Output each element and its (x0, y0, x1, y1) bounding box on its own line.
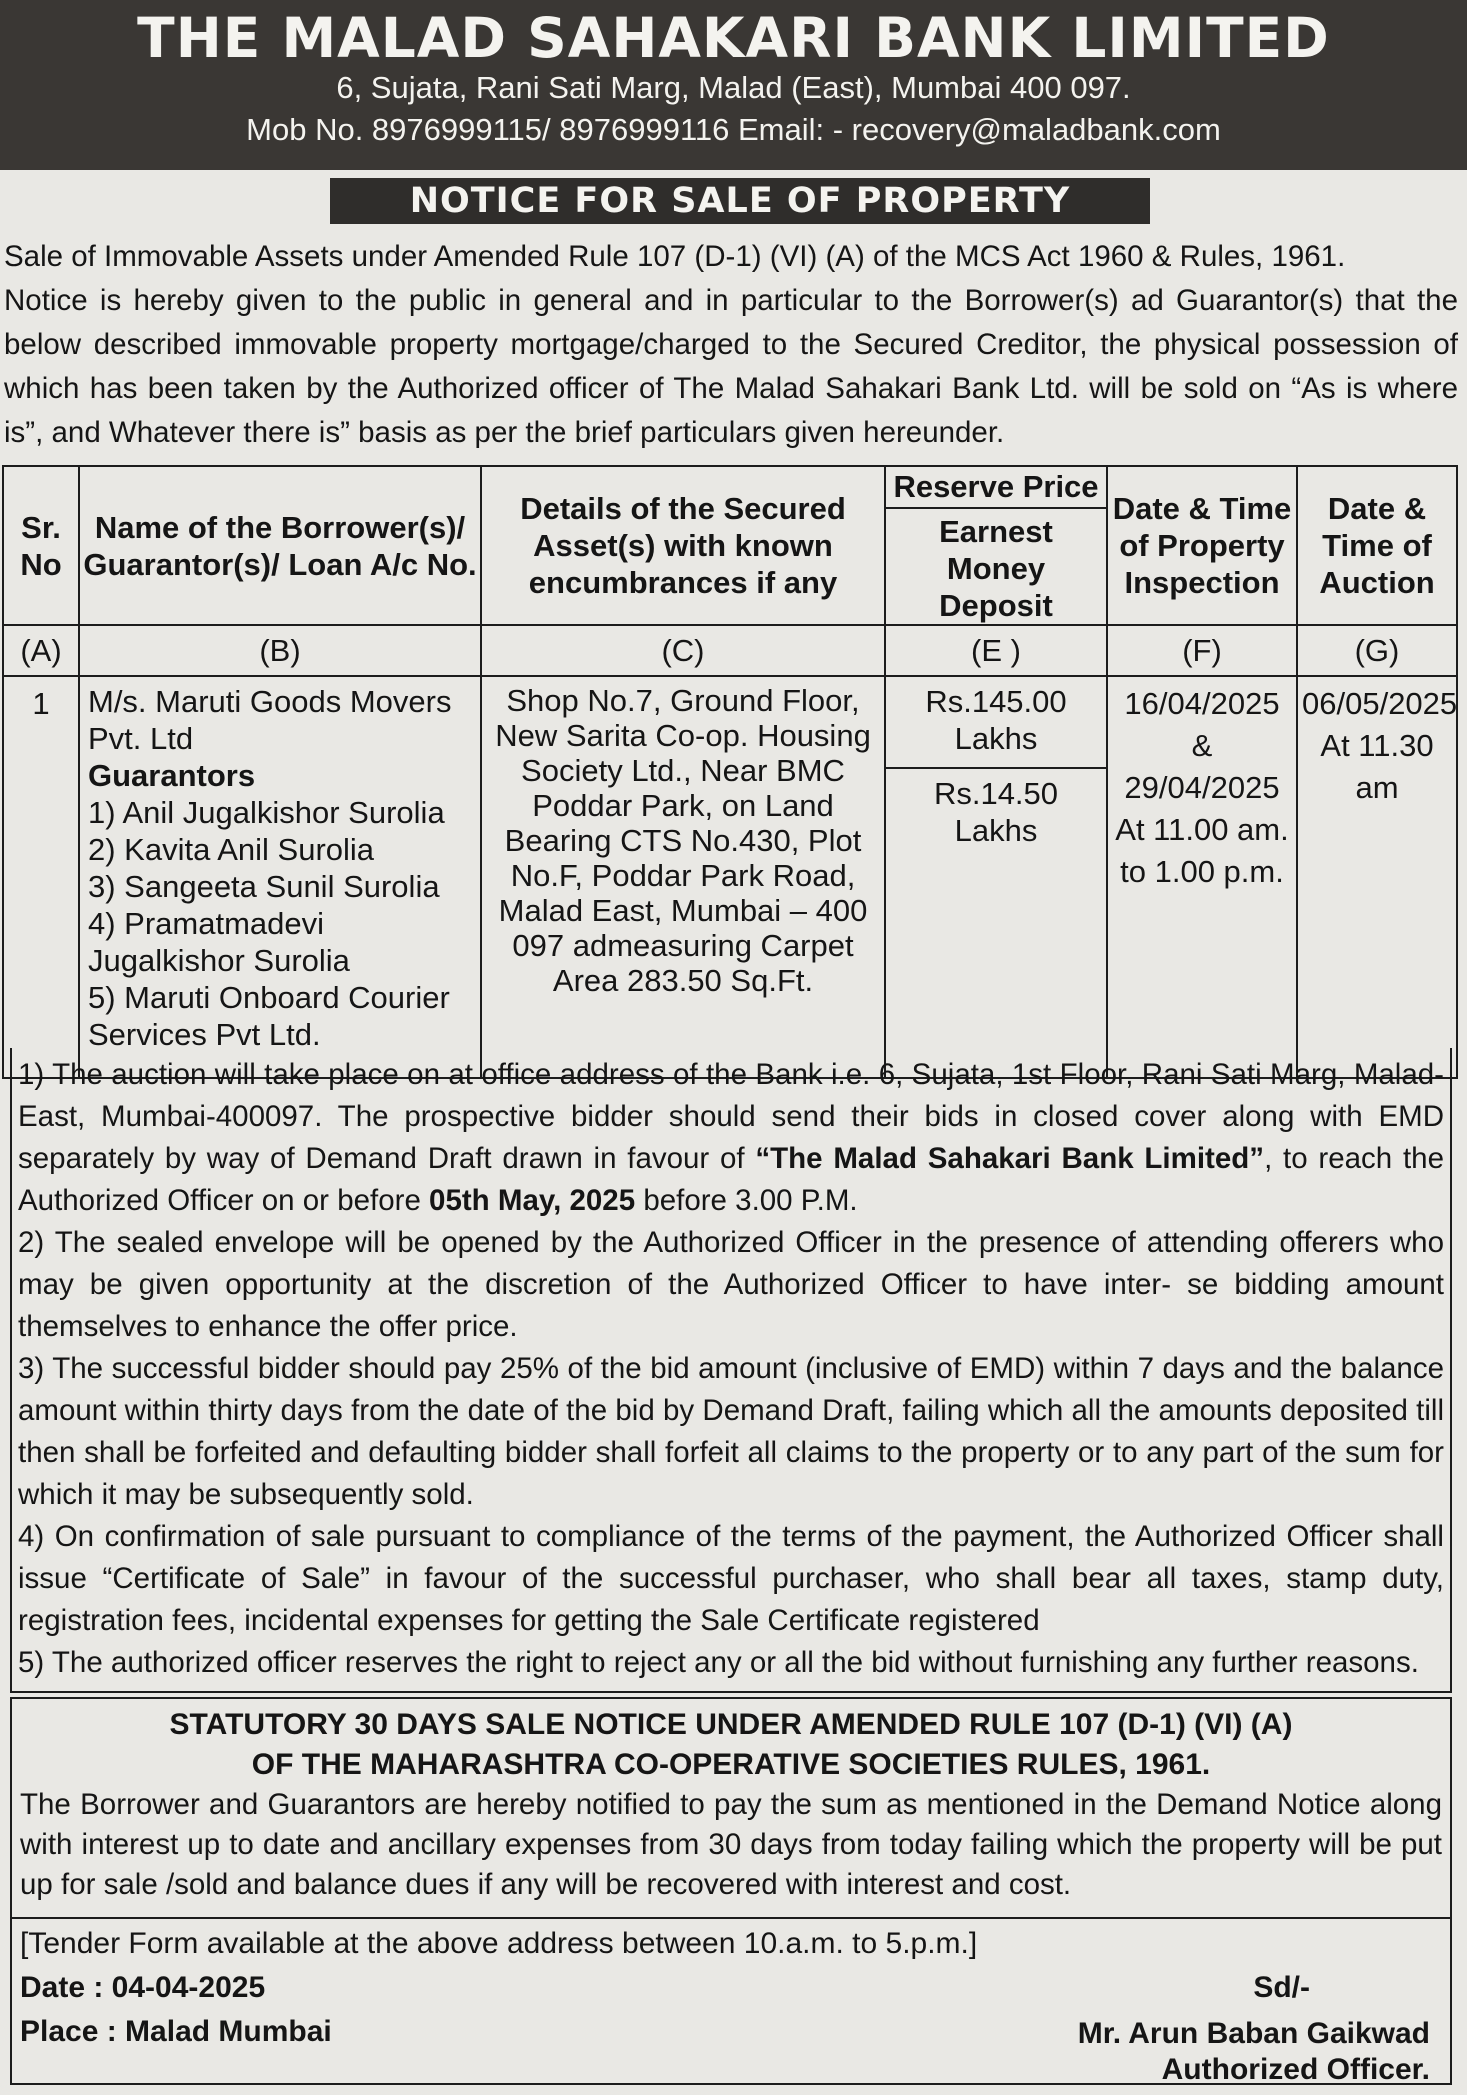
statutory-notice (10, 1697, 1452, 1919)
term-1-text-c: before 3.00 P.M. (635, 1184, 858, 1217)
guarantor-item: 5) Maruti Onboard Courier Services Pvt Ltd. (88, 980, 450, 1052)
letter-f: (F) (1107, 625, 1297, 676)
property-table (2, 465, 1458, 1079)
cell-inspection: 16/04/2025 & 29/04/2025 At 11.00 am. to 1.00 p.m. (1107, 676, 1297, 1078)
earnest-money-value: Rs.14.50 Lakhs (886, 767, 1106, 849)
header-sr-no: Sr. No (3, 466, 79, 625)
cell-price (885, 676, 1107, 1078)
term-1-text: 1) The auction will take place on at office address of the Bank i.e. 6, Sujata, 1st Floor, Rani Sati Marg, Malad-East, Mumbai-400097. The prospective bidder should send their bids in closed cover along with EMD separately by way of Demand Draft drawn in favour of (18, 1058, 1444, 1175)
term-1-text-b: , to reach the Authorized Officer on or before (18, 1142, 1444, 1217)
letter-c: (C) (481, 625, 885, 676)
letter-g: (G) (1297, 625, 1457, 676)
tender-form-note: [Tender Form available at the above address between 10.a.m. to 5.p.m.] (20, 1927, 978, 1960)
header-borrower: Name of the Borrower(s)/ Guarantor(s)/ Loan A/c No. (79, 466, 481, 625)
letter-e: (E ) (885, 625, 1107, 676)
letter-a: (A) (3, 625, 79, 676)
header-reserve-price: Reserve Price (886, 467, 1106, 509)
intro-text (4, 235, 1458, 455)
intro-paragraph: Notice is hereby given to the public in general and in particular to the Borrower(s) ad Guarantor(s) that the below described immovable property mortgage/charged to the Secured Creditor, the physical possession of which has been taken by the Authorized officer of The Malad Sahakari Bank Ltd. will be sold on “As is where is”, and Whatever there is” basis as per the brief particulars given hereunder. (4, 284, 1458, 449)
term-2: 2) The sealed envelope will be opened by the Authorized Officer in the presence of attending offerers who may be given opportunity at the discretion of the Authorized Officer to have inter- se bidding amount themselves to enhance the offer price. (18, 1226, 1444, 1343)
table-header-row (3, 466, 1457, 625)
cell-borrower (79, 676, 481, 1078)
term-4: 4) On confirmation of sale pursuant to compliance of the terms of the payment, the Authorized Officer shall issue “Certificate of Sale” in favour of the successful purchaser, who shall bear all taxes, stamp duty, registration fees, incidental expenses for getting the Sale Certificate registered (18, 1520, 1444, 1637)
header-price (885, 466, 1107, 625)
cell-auction: 06/05/2025 At 11.30 am (1297, 676, 1457, 1078)
header-inspection: Date & Time of Property Inspection (1107, 466, 1297, 625)
guarantor-item: 2) Kavita Anil Surolia (88, 832, 375, 867)
intro-line-rule: Sale of Immovable Assets under Amended Rule 107 (D-1) (VI) (A) of the MCS Act 1960 & Rules, 1961. (4, 240, 1346, 273)
officer-designation: Authorized Officer. (1161, 2053, 1430, 2086)
notice-footer (10, 1919, 1452, 2085)
term-1 (18, 1054, 1444, 1222)
bank-name: THE MALAD SAHAKARI BANK LIMITED (137, 6, 1330, 70)
term-3: 3) The successful bidder should pay 25% of the bid amount (inclusive of EMD) within 7 days and the balance amount within thirty days from the date of the bid by Demand Draft, failing which all the amounts deposited till then shall be forfeited and defaulting bidder shall forfeit all claims to the property or to any part of the sum for which it may be subsequently sold. (18, 1352, 1444, 1511)
notice-date: Date : 04-04-2025 (20, 1971, 266, 2004)
notice-title: NOTICE FOR SALE OF PROPERTY (330, 178, 1150, 224)
term-1-bank-name: “The Malad Sahakari Bank Limited” (755, 1142, 1265, 1175)
reserve-price-value: Rs.145.00 Lakhs (925, 684, 1067, 756)
term-5: 5) The authorized officer reserves the right to reject any or all the bid without furnishing any further reasons. (18, 1646, 1419, 1679)
guarantor-item: 4) Pramatmadevi Jugalkishor Surolia (88, 906, 350, 978)
notice-place: Place : Malad Mumbai (20, 2015, 332, 2048)
cell-asset-details: Shop No.7, Ground Floor, New Sarita Co-op. Housing Society Ltd., Near BMC Poddar Park, on Land Bearing CTS No.430, Plot No.F, Poddar Park Road, Malad East, Mumbai – 400 097 admeasuring Carpet Area 283.50 Sq.Ft. (481, 676, 885, 1078)
statutory-title-line-1: STATUTORY 30 DAYS SALE NOTICE UNDER AMENDED RULE 107 (D-1) (VI) (A) (169, 1708, 1293, 1741)
guarantor-item: 1) Anil Jugalkishor Surolia (88, 795, 445, 830)
guarantor-item: 3) Sangeeta Sunil Surolia (88, 869, 440, 904)
borrower-name: M/s. Maruti Goods Movers Pvt. Ltd (88, 684, 452, 756)
bank-address: 6, Sujata, Rani Sati Marg, Malad (East), Mumbai 400 097. (336, 70, 1131, 105)
table-letter-row (3, 625, 1457, 676)
term-1-deadline: 05th May, 2025 (429, 1184, 636, 1217)
bank-header (0, 0, 1467, 170)
statutory-title-line-2: OF THE MAHARASHTRA CO-OPERATIVE SOCIETIES RULES, 1961. (251, 1748, 1211, 1781)
table-row (3, 676, 1457, 1078)
letter-b: (B) (79, 625, 481, 676)
terms-conditions (10, 1048, 1452, 1693)
cell-sr-no: 1 (3, 676, 79, 1078)
header-earnest-money: Earnest Money Deposit (939, 514, 1053, 623)
signature-mark: Sd/- (1253, 1971, 1310, 2004)
bank-contact: Mob No. 8976999115/ 8976999116 Email: - recovery@maladbank.com (246, 112, 1221, 147)
header-asset: Details of the Secured Asset(s) with known encumbrances if any (481, 466, 885, 625)
header-auction: Date & Time of Auction (1297, 466, 1457, 625)
officer-name: Mr. Arun Baban Gaikwad (1077, 2017, 1430, 2050)
guarantors-label: Guarantors (88, 758, 256, 793)
statutory-body: The Borrower and Guarantors are hereby notified to pay the sum as mentioned in the Demand Notice along with interest up to date and ancillary expenses from 30 days from today failing which the property will be put up for sale /sold and balance dues if any will be recovered with interest and cost. (20, 1788, 1442, 1901)
